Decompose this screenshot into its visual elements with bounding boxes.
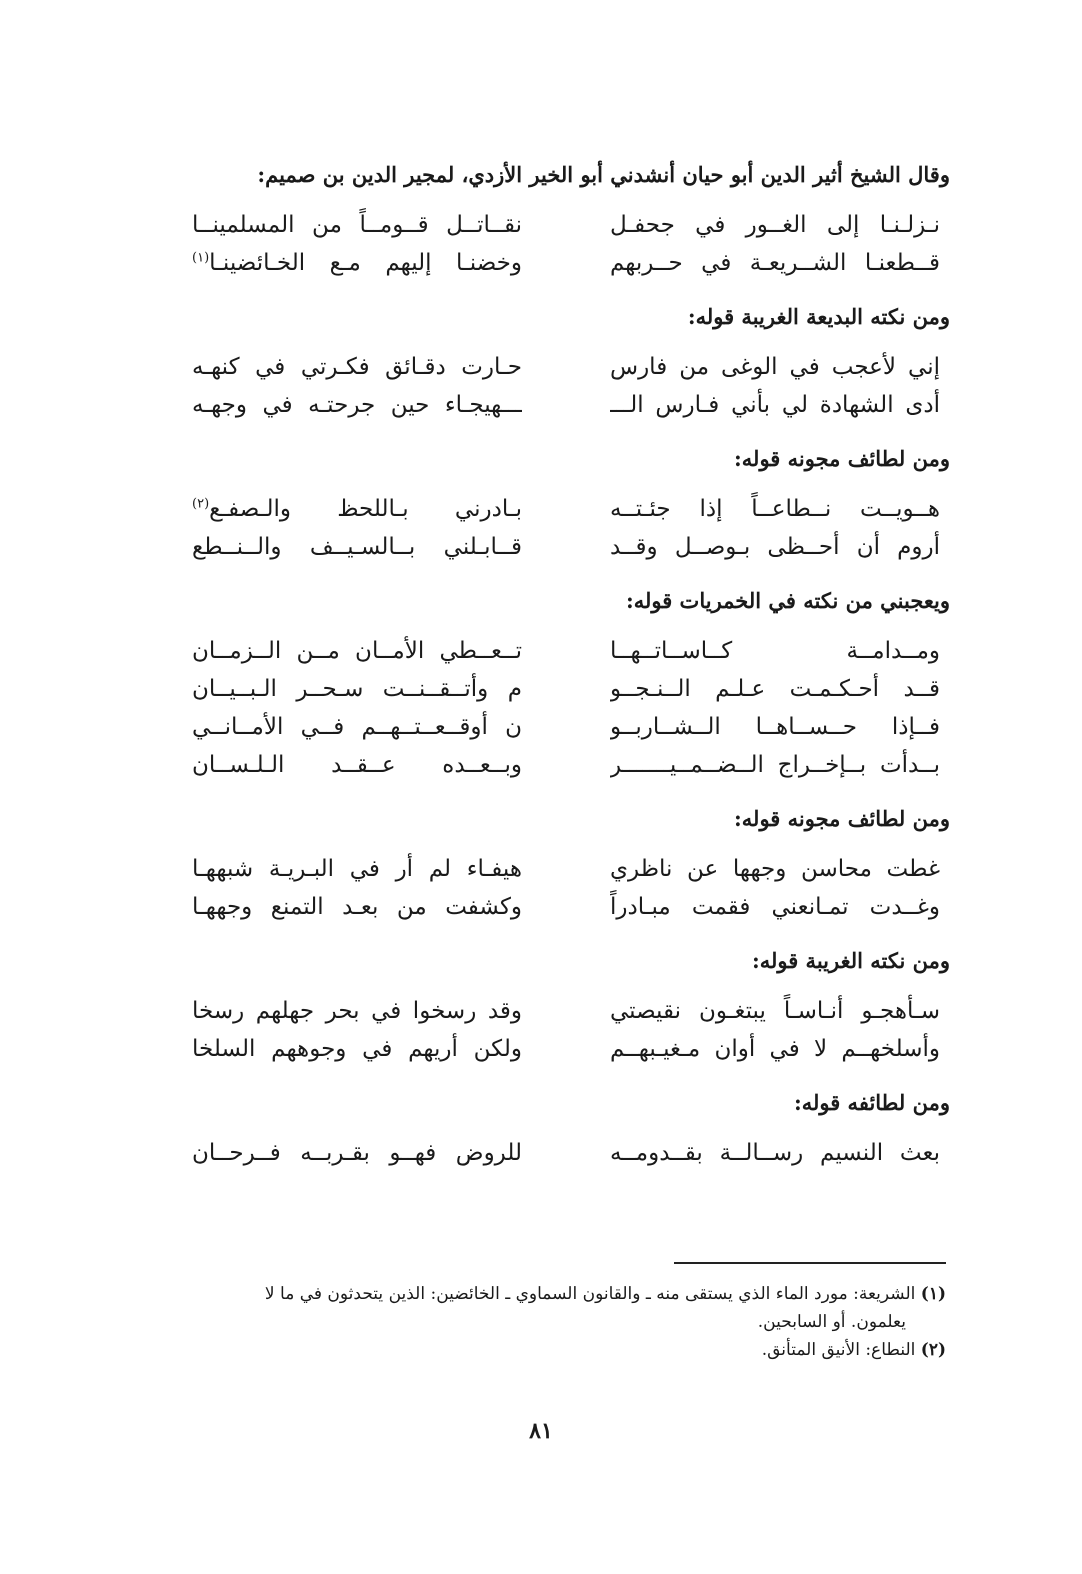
second-hemistich-text: وكشفت من بعـد التمنع وجههـا xyxy=(192,894,522,920)
section-intro: ويعجبني من نكته في الخمريات قوله: xyxy=(625,588,950,613)
section-intro: ومن نكته البديعة الغريبة قوله: xyxy=(687,304,950,329)
footnote-reference[interactable]: (٢) xyxy=(192,496,210,512)
second-hemistich-text: نقــاتــل قــومــاً من المسلمينــا xyxy=(192,212,522,238)
first-hemistich: فــإذا حــســاهــا الــشــاربــو xyxy=(610,714,940,740)
second-hemistich xyxy=(192,708,522,746)
verse-line xyxy=(182,244,950,282)
second-hemistich xyxy=(192,746,522,784)
footnote-2 xyxy=(134,1336,946,1364)
second-hemistich xyxy=(192,670,522,708)
second-hemistich xyxy=(192,1030,522,1068)
second-hemistich-text: هيفـاء لم أر في البـريـة شبههـا xyxy=(192,856,522,882)
second-hemistich xyxy=(192,888,522,926)
first-hemistich: أروم أن أحــظى بـوصــل وقــد xyxy=(610,534,940,560)
main-text xyxy=(182,158,950,1190)
second-hemistich xyxy=(192,206,522,244)
section-intro: وقال الشيخ أثير الدين أبو حيان أنشدني أبو الخير الأزدي، لمجير الدين بن صميم: xyxy=(257,162,950,187)
first-hemistich: ومــدامــة كــاســاتــهــا xyxy=(610,638,940,664)
poem xyxy=(182,992,950,1068)
second-hemistich xyxy=(192,992,522,1030)
section-intro: ومن لطائفه قوله: xyxy=(793,1090,950,1115)
second-hemistich-text: للروض فهــو بقـربــه فــرحــان xyxy=(192,1140,522,1166)
second-hemistich-text: تــعــطي الأمــان مــن الــزمــان xyxy=(192,638,522,664)
poem xyxy=(182,632,950,784)
footnotes xyxy=(134,1280,946,1364)
footnote-text: النطاع: الأنيق المتأنق. xyxy=(761,1340,916,1360)
poem xyxy=(182,206,950,282)
footnote-reference[interactable]: (١) xyxy=(192,250,210,266)
footnote-continuation: يعلمون. أو السابحين. xyxy=(757,1312,906,1332)
verse-line xyxy=(182,850,950,888)
poem xyxy=(182,850,950,926)
poem xyxy=(182,1134,950,1172)
section-intro: ومن لطائف مجونه قوله: xyxy=(734,806,950,831)
verse-line xyxy=(182,206,950,244)
second-hemistich xyxy=(192,386,522,424)
verse-line xyxy=(182,386,950,424)
first-hemistich: وأسلخهــم لا في أوان مـغيـبهــم xyxy=(610,1036,940,1062)
verse-line xyxy=(182,348,950,386)
first-hemistich: هــويــت نــطاعــاً إذا جئـتــه xyxy=(610,496,940,522)
section-intro: ومن نكته الغريبة قوله: xyxy=(751,948,950,973)
footnote-divider xyxy=(674,1262,946,1264)
second-hemistich-text: حـارت دقـائق فكـرتي في كنهـه xyxy=(192,354,522,380)
first-hemistich: أدى الشهادة لي بأني فـارس الـــ xyxy=(610,392,940,418)
poem xyxy=(182,490,950,566)
second-hemistich xyxy=(192,244,522,282)
footnote-1 xyxy=(134,1280,946,1336)
verse-line xyxy=(182,888,950,926)
second-hemistich-text: ن أوقــعــتــهــم فــي الأمــانــي xyxy=(192,714,522,740)
second-hemistich-text: ـــهيجـاء حين جرحتـه في وجهـه xyxy=(192,392,522,418)
page-number: ٨١ xyxy=(529,1418,553,1444)
second-hemistich-text: م وأتــقــنــت سـحــر الـبــيــان xyxy=(192,676,522,702)
first-hemistich: غطت محاسن وجهها عن ناظري xyxy=(610,856,940,882)
second-hemistich xyxy=(192,348,522,386)
first-hemistich: بعث النسيم رســالــة بقــدومــه xyxy=(610,1140,940,1166)
second-hemistich-text: بـادرني بـاللحظ والـصفـع xyxy=(209,496,522,522)
first-hemistich: نـزلـنـا إلى الغــور في جحفـل xyxy=(610,212,940,238)
verse-line xyxy=(182,746,950,784)
first-hemistich: سـأهجـو أنـاسـاً يبتغـون نقيصتي xyxy=(610,998,940,1024)
first-hemistich: وغــدت تمـانعني فقمت مبـادراً xyxy=(610,894,940,920)
first-hemistich: إني لأعجب في الوغى من فارس xyxy=(610,354,940,380)
footnote-label: (١) xyxy=(920,1284,946,1304)
first-hemistich: قــطعنـا الشــريعـة في حــربهم xyxy=(610,250,940,276)
second-hemistich xyxy=(192,850,522,888)
verse-line xyxy=(182,708,950,746)
verse-line xyxy=(182,992,950,1030)
second-hemistich-text: ولكن أريهم في وجوههم السلخا xyxy=(192,1036,522,1062)
second-hemistich xyxy=(192,632,522,670)
second-hemistich-text: وبــعــده عــقــد الـلـســان xyxy=(192,752,522,778)
first-hemistich: بــدأت بــإخــراج الــضــمــيـــــــر xyxy=(610,752,940,778)
poem xyxy=(182,348,950,424)
second-hemistich-text: وقد رسخوا في بحر جهلهم رسخا xyxy=(192,998,522,1024)
second-hemistich-text: وخضنـا إليهم مـع الخـائضينـا xyxy=(209,250,522,276)
first-hemistich: قــد أحـكـمـت عـلـم الــنـجــو xyxy=(610,676,940,702)
section-intro: ومن لطائف مجونه قوله: xyxy=(734,446,950,471)
second-hemistich xyxy=(192,490,522,528)
footnote-text: الشريعة: مورد الماء الذي يستقى منه ـ والقانون السماوي ـ الخائضين: الذين يتحدثون في ما لا xyxy=(264,1284,916,1304)
verse-line xyxy=(182,490,950,528)
verse-line xyxy=(182,1030,950,1068)
verse-line xyxy=(182,632,950,670)
footnote-label: (٢) xyxy=(920,1340,946,1360)
second-hemistich-text: قــابـلني بــالسـيــف والــنــطع xyxy=(192,534,522,560)
second-hemistich xyxy=(192,528,522,566)
verse-line xyxy=(182,528,950,566)
verse-line xyxy=(182,1134,950,1172)
verse-line xyxy=(182,670,950,708)
second-hemistich xyxy=(192,1134,522,1172)
